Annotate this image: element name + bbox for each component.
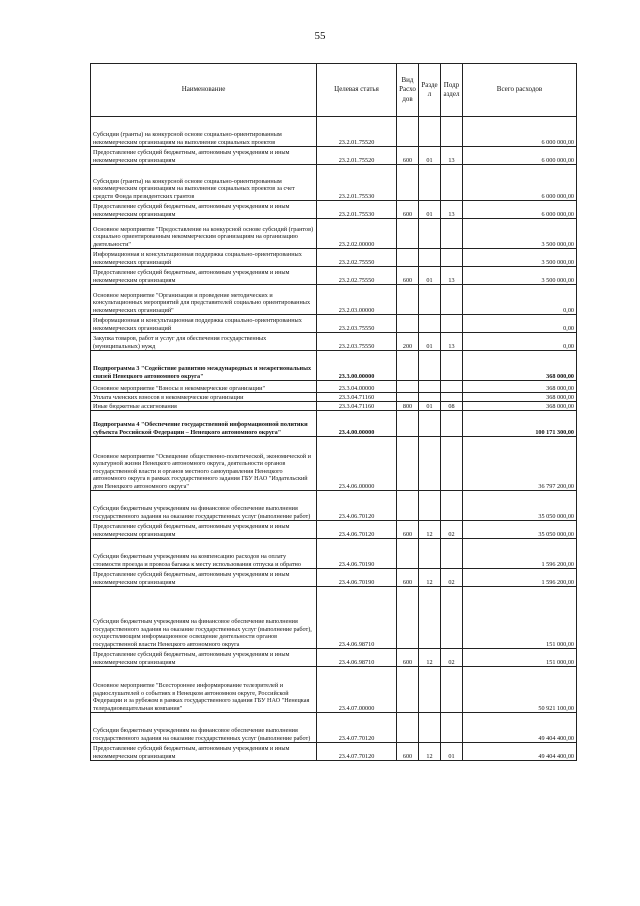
table-body bbox=[91, 117, 577, 761]
cell-section bbox=[419, 393, 441, 402]
cell-subsection bbox=[441, 219, 463, 249]
cell-target: 23.2.01.75520 bbox=[317, 117, 397, 147]
cell-type bbox=[397, 393, 419, 402]
table-row bbox=[91, 249, 577, 267]
table-row bbox=[91, 285, 577, 315]
cell-type: 800 bbox=[397, 402, 419, 411]
cell-total: 49 404 400,00 bbox=[463, 713, 577, 743]
cell-target: 23.2.03.75550 bbox=[317, 315, 397, 333]
cell-section bbox=[419, 219, 441, 249]
cell-type bbox=[397, 491, 419, 521]
cell-total: 368 000,00 bbox=[463, 393, 577, 402]
cell-total: 151 000,00 bbox=[463, 587, 577, 649]
cell-type bbox=[397, 315, 419, 333]
column-header-subsection: Подр аздел bbox=[441, 64, 463, 117]
cell-subsection: 13 bbox=[441, 267, 463, 285]
table-row bbox=[91, 411, 577, 437]
cell-subsection: 08 bbox=[441, 402, 463, 411]
cell-target: 23.2.01.75520 bbox=[317, 147, 397, 165]
cell-total: 1 596 200,00 bbox=[463, 569, 577, 587]
cell-type bbox=[397, 539, 419, 569]
cell-section: 12 bbox=[419, 569, 441, 587]
cell-target: 23.2.03.00000 bbox=[317, 285, 397, 315]
cell-name: Основное мероприятие "Предоставление на конкурсной основе субсидий (грантов) социально ориентированным некоммерческим организациям на организацию деятельности" bbox=[91, 219, 317, 249]
cell-name: Основное мероприятие "Всестороннее информирование телезрителей и радиослушателей о событиях в Ненецком автономном округе, Российской Федерации и за рубежом в рамках государственного задания ГБУ НАО "Ненецкая телерадиовещательная компания" bbox=[91, 667, 317, 713]
cell-total: 0,00 bbox=[463, 315, 577, 333]
cell-total: 368 000,00 bbox=[463, 381, 577, 393]
cell-total: 368 000,00 bbox=[463, 402, 577, 411]
table-row bbox=[91, 315, 577, 333]
table-row bbox=[91, 219, 577, 249]
cell-subsection bbox=[441, 393, 463, 402]
cell-type bbox=[397, 667, 419, 713]
cell-name: Информационная и консультационная поддержка социально-ориентированных некоммерческих организаций bbox=[91, 315, 317, 333]
cell-name: Субсидии (гранты) на конкурсной основе социально-ориентированным некоммерческим организациям на выполнение социальных проектов bbox=[91, 117, 317, 147]
cell-subsection bbox=[441, 437, 463, 491]
cell-type bbox=[397, 351, 419, 381]
cell-subsection bbox=[441, 285, 463, 315]
cell-type: 600 bbox=[397, 201, 419, 219]
cell-subsection: 02 bbox=[441, 569, 463, 587]
cell-name: Предоставление субсидий бюджетным, автономным учреждениям и иным некоммерческим организациям bbox=[91, 521, 317, 539]
cell-total: 50 921 100,00 bbox=[463, 667, 577, 713]
cell-type bbox=[397, 165, 419, 201]
cell-total: 35 050 000,00 bbox=[463, 491, 577, 521]
cell-section: 01 bbox=[419, 402, 441, 411]
cell-type bbox=[397, 117, 419, 147]
column-header-name: Наименование bbox=[91, 64, 317, 117]
cell-subsection: 13 bbox=[441, 147, 463, 165]
cell-type bbox=[397, 437, 419, 491]
cell-name: Предоставление субсидий бюджетным, автономным учреждениям и иным некоммерческим организациям bbox=[91, 649, 317, 667]
cell-target: 23.4.06.70190 bbox=[317, 539, 397, 569]
cell-target: 23.4.06.70120 bbox=[317, 521, 397, 539]
cell-name: Субсидии бюджетным учреждениям на финансовое обеспечение выполнения государственного задания на оказание государственных услуг (выполнение работ) bbox=[91, 713, 317, 743]
cell-total: 6 000 000,00 bbox=[463, 201, 577, 219]
cell-section bbox=[419, 491, 441, 521]
cell-name: Субсидии (гранты) на конкурсной основе социально-ориентированным некоммерческим организациям на выполнение социальных проектов за счет средств Фонда президентских грантов bbox=[91, 165, 317, 201]
cell-section: 01 bbox=[419, 267, 441, 285]
cell-subsection: 13 bbox=[441, 201, 463, 219]
cell-section bbox=[419, 667, 441, 713]
table-row bbox=[91, 267, 577, 285]
table-row bbox=[91, 743, 577, 761]
cell-section bbox=[419, 381, 441, 393]
column-header-section: Разде л bbox=[419, 64, 441, 117]
table-row bbox=[91, 393, 577, 402]
cell-target: 23.4.07.00000 bbox=[317, 667, 397, 713]
cell-section bbox=[419, 411, 441, 437]
cell-name: Субсидии бюджетным учреждениям на финансовое обеспечение выполнения государственного задания на оказание государственных услуг (выполнение работ), осуществляющим информационное освещение деятельности органов государственной власти Ненецкого автономного округа bbox=[91, 587, 317, 649]
cell-total: 3 500 000,00 bbox=[463, 249, 577, 267]
cell-subsection: 02 bbox=[441, 521, 463, 539]
cell-name: Субсидии бюджетным учреждениям на компенсацию расходов на оплату стоимости проезда и провоза багажа к месту использования отпуска и обратно bbox=[91, 539, 317, 569]
cell-section: 12 bbox=[419, 521, 441, 539]
cell-total: 6 000 000,00 bbox=[463, 147, 577, 165]
cell-target: 23.4.06.98710 bbox=[317, 649, 397, 667]
cell-total: 151 000,00 bbox=[463, 649, 577, 667]
table-row bbox=[91, 539, 577, 569]
cell-subsection: 13 bbox=[441, 333, 463, 351]
page-number: 55 bbox=[314, 30, 326, 42]
table-row bbox=[91, 587, 577, 649]
table-row bbox=[91, 351, 577, 381]
cell-total: 0,00 bbox=[463, 333, 577, 351]
cell-type bbox=[397, 249, 419, 267]
cell-name: Предоставление субсидий бюджетным, автономным учреждениям и иным некоммерческим организациям bbox=[91, 201, 317, 219]
table-row bbox=[91, 201, 577, 219]
cell-type: 600 bbox=[397, 147, 419, 165]
cell-total: 3 500 000,00 bbox=[463, 267, 577, 285]
cell-section bbox=[419, 165, 441, 201]
cell-section bbox=[419, 315, 441, 333]
cell-target: 23.2.02.75550 bbox=[317, 267, 397, 285]
cell-section bbox=[419, 587, 441, 649]
cell-type: 600 bbox=[397, 267, 419, 285]
cell-subsection bbox=[441, 491, 463, 521]
cell-section: 01 bbox=[419, 333, 441, 351]
cell-subsection bbox=[441, 587, 463, 649]
cell-target: 23.2.03.75550 bbox=[317, 333, 397, 351]
column-header-type: Вид Расхо дов bbox=[397, 64, 419, 117]
table-header-row bbox=[91, 64, 577, 117]
cell-type: 200 bbox=[397, 333, 419, 351]
cell-section bbox=[419, 713, 441, 743]
cell-total: 0,00 bbox=[463, 285, 577, 315]
cell-target: 23.3.04.71160 bbox=[317, 393, 397, 402]
cell-total: 100 171 300,00 bbox=[463, 411, 577, 437]
cell-name: Подпрограмма 4 "Обеспечение государственной информационной политики субъекта Российской Федерации – Ненецкого автономного округа" bbox=[91, 411, 317, 437]
cell-target: 23.4.07.70120 bbox=[317, 743, 397, 761]
cell-name: Предоставление субсидий бюджетным, автономным учреждениям и иным некоммерческим организациям bbox=[91, 267, 317, 285]
cell-target: 23.2.02.00000 bbox=[317, 219, 397, 249]
cell-name: Субсидии бюджетным учреждениям на финансовое обеспечение выполнения государственного задания на оказание государственных услуг (выполнение работ) bbox=[91, 491, 317, 521]
cell-section bbox=[419, 249, 441, 267]
cell-subsection: 02 bbox=[441, 649, 463, 667]
cell-type bbox=[397, 411, 419, 437]
cell-target: 23.4.06.00000 bbox=[317, 437, 397, 491]
cell-target: 23.3.00.00000 bbox=[317, 351, 397, 381]
cell-target: 23.2.02.75550 bbox=[317, 249, 397, 267]
cell-type bbox=[397, 219, 419, 249]
cell-target: 23.4.06.70190 bbox=[317, 569, 397, 587]
cell-section bbox=[419, 539, 441, 569]
cell-subsection bbox=[441, 165, 463, 201]
cell-total: 3 500 000,00 bbox=[463, 219, 577, 249]
cell-section: 01 bbox=[419, 147, 441, 165]
cell-section bbox=[419, 285, 441, 315]
cell-name: Предоставление субсидий бюджетным, автономным учреждениям и иным некоммерческим организациям bbox=[91, 569, 317, 587]
cell-subsection bbox=[441, 667, 463, 713]
cell-total: 368 000,00 bbox=[463, 351, 577, 381]
cell-target: 23.2.01.75530 bbox=[317, 165, 397, 201]
cell-type bbox=[397, 587, 419, 649]
cell-type bbox=[397, 381, 419, 393]
cell-total: 35 050 000,00 bbox=[463, 521, 577, 539]
table-row bbox=[91, 402, 577, 411]
table-row bbox=[91, 147, 577, 165]
cell-name: Подпрограмма 3 "Содействие развитию международных и межрегиональных связей Ненецкого автономного округа" bbox=[91, 351, 317, 381]
cell-target: 23.4.00.00000 bbox=[317, 411, 397, 437]
cell-target: 23.3.04.00000 bbox=[317, 381, 397, 393]
cell-target: 23.4.06.70120 bbox=[317, 491, 397, 521]
cell-type bbox=[397, 713, 419, 743]
column-header-total: Всего расходов bbox=[463, 64, 577, 117]
cell-name: Основное мероприятие "Взносы в некоммерческие организации" bbox=[91, 381, 317, 393]
cell-subsection bbox=[441, 411, 463, 437]
cell-total: 36 797 200,00 bbox=[463, 437, 577, 491]
cell-total: 6 000 000,00 bbox=[463, 165, 577, 201]
cell-subsection bbox=[441, 117, 463, 147]
cell-subsection bbox=[441, 539, 463, 569]
cell-type: 600 bbox=[397, 743, 419, 761]
cell-target: 23.2.01.75530 bbox=[317, 201, 397, 219]
cell-total: 49 404 400,00 bbox=[463, 743, 577, 761]
cell-section bbox=[419, 351, 441, 381]
budget-table bbox=[90, 63, 577, 761]
cell-name: Предоставление субсидий бюджетным, автономным учреждениям и иным некоммерческим организациям bbox=[91, 743, 317, 761]
table-row bbox=[91, 165, 577, 201]
cell-section: 12 bbox=[419, 743, 441, 761]
table-row bbox=[91, 713, 577, 743]
cell-subsection: 01 bbox=[441, 743, 463, 761]
cell-subsection bbox=[441, 351, 463, 381]
cell-subsection bbox=[441, 381, 463, 393]
cell-name: Уплата членских взносов в некоммерческие организации bbox=[91, 393, 317, 402]
table-row bbox=[91, 521, 577, 539]
table-row bbox=[91, 569, 577, 587]
cell-name: Основное мероприятие "Освещение общественно-политической, экономической и культурной жизни Ненецкого автономного округа, деятельности органов государственной власти и органов местного самоуправления Ненецкого автономного округа в рамках государственного задания ГБУ НАО "Издательский дом Ненецкого автономного округа" bbox=[91, 437, 317, 491]
table-row bbox=[91, 333, 577, 351]
table-row bbox=[91, 117, 577, 147]
cell-name: Предоставление субсидий бюджетным, автономным учреждениям и иным некоммерческим организациям bbox=[91, 147, 317, 165]
cell-name: Основное мероприятие "Организация и проведение методических и консультационных мероприятий для представителей социально ориентированных некоммерческих организаций" bbox=[91, 285, 317, 315]
cell-subsection bbox=[441, 315, 463, 333]
table-row bbox=[91, 649, 577, 667]
cell-total: 6 000 000,00 bbox=[463, 117, 577, 147]
cell-target: 23.3.04.71160 bbox=[317, 402, 397, 411]
cell-target: 23.4.07.70120 bbox=[317, 713, 397, 743]
cell-section: 12 bbox=[419, 649, 441, 667]
cell-type: 600 bbox=[397, 569, 419, 587]
cell-type bbox=[397, 285, 419, 315]
table-row bbox=[91, 667, 577, 713]
table-row bbox=[91, 491, 577, 521]
cell-subsection bbox=[441, 249, 463, 267]
cell-total: 1 596 200,00 bbox=[463, 539, 577, 569]
cell-name: Иные бюджетные ассигнования bbox=[91, 402, 317, 411]
cell-name: Информационная и консультационная поддержка социально-ориентированных некоммерческих организаций bbox=[91, 249, 317, 267]
cell-section: 01 bbox=[419, 201, 441, 219]
table-row bbox=[91, 437, 577, 491]
cell-section bbox=[419, 117, 441, 147]
column-header-target: Целевая статья bbox=[317, 64, 397, 117]
cell-name: Закупка товаров, работ и услуг для обеспечения государственных (муниципальных) нужд bbox=[91, 333, 317, 351]
cell-section bbox=[419, 437, 441, 491]
cell-target: 23.4.06.98710 bbox=[317, 587, 397, 649]
cell-subsection bbox=[441, 713, 463, 743]
cell-type: 600 bbox=[397, 521, 419, 539]
cell-type: 600 bbox=[397, 649, 419, 667]
table-row bbox=[91, 381, 577, 393]
